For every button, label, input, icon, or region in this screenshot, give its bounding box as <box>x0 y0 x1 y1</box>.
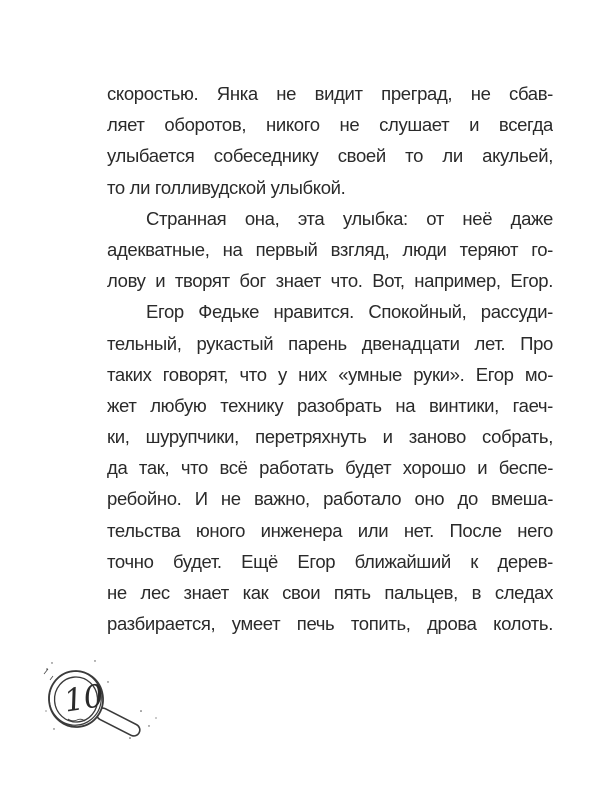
page-number: 10 <box>61 677 107 720</box>
text-line: тельный, рукастый парень двенадцати лет. Про <box>107 332 553 354</box>
text-line: ребойно. И не важно, работало оно до вмеша- <box>107 488 553 510</box>
text-line: разбирается, умеет печь топить, дрова колоть. <box>107 613 553 635</box>
text-line: улыбается собеседнику своей то ли акульей, <box>107 145 553 167</box>
paragraph <box>107 78 553 203</box>
text-line: Странная она, эта улыбка: от неё даже <box>146 207 553 229</box>
text-line: Егор Федьке нравится. Спокойный, рассуди- <box>146 301 553 323</box>
text-line: точно будет. Ещё Егор ближайший к дерев- <box>107 550 553 572</box>
page-number-doodle <box>38 656 162 756</box>
text-line: жет любую технику разобрать на винтики, гаеч- <box>107 394 553 416</box>
text-line: адекватные, на первый взгляд, люди теряют го- <box>107 238 553 260</box>
text-line: ляет оборотов, никого не слушает и всегда <box>107 114 553 136</box>
magnifier-icon <box>38 656 162 756</box>
paragraph <box>107 203 553 297</box>
text-line: не лес знает как свои пять пальцев, в следах <box>107 582 553 603</box>
text-line: то ли голливудской улыбкой. <box>107 176 346 198</box>
text-line: скоростью. Янка не видит преград, не сбав- <box>107 83 553 104</box>
text-line: ки, шурупчики, перетряхнуть и заново собрать, <box>107 426 553 448</box>
text-line: таких говорят, что у них «умные руки». Егор мо- <box>107 363 553 385</box>
text-line: тельства юного инженера или нет. После него <box>107 519 553 541</box>
doodle-ticks <box>44 669 53 680</box>
text-line: лову и творят бог знает что. Вот, например, Егор. <box>107 270 553 292</box>
text-line: да так, что всё работать будет хорошо и беспе- <box>107 457 553 479</box>
text-block <box>107 78 553 639</box>
paragraph <box>107 296 553 639</box>
